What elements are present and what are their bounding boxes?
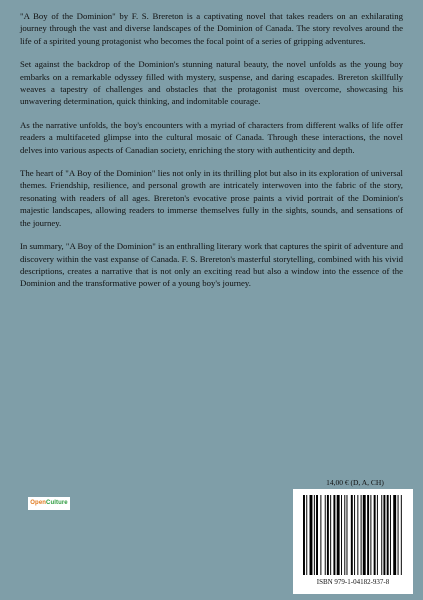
publisher-logo-open: Open [30, 500, 47, 506]
price-label: 14,00 € (D, A, CH) [326, 478, 384, 487]
publisher-logo [28, 497, 70, 510]
description-paragraph-5: In summary, "A Boy of the Dominion" is an enthralling literary work that captures the spirit of adventure and discovery within the vast expanse of Canada. F. S. Brereton's masterful storytelling, combined with his vivid descriptions, creates a narrative that is not only an exciting read but also a window into the essence of the Dominion and the transformative power of a young boy's journey. [20, 241, 403, 289]
barcode-panel [293, 489, 413, 594]
description-paragraph-2: Set against the backdrop of the Dominion's stunning natural beauty, the novel unfolds as the young boy embarks on a remarkable odyssey filled with mystery, suspense, and daring escapades. Brereton skillfully weaves a tapestry of challenges and obstacles that the protagonist must overcome, showcasing his unwavering determination, quick thinking, and indomitable courage. [20, 59, 403, 107]
back-cover-description [20, 10, 403, 301]
description-paragraph-1: "A Boy of the Dominion" by F. S. Brereton is a captivating novel that takes readers on an exhilarating journey through the vast and diverse landscapes of the Dominion of Canada. The story revolves around the life of a spirited young protagonist who becomes the focal point of a series of gripping adventures. [20, 11, 403, 46]
description-paragraph-3: As the narrative unfolds, the boy's encounters with a myriad of characters from different walks of life offer readers a multifaceted glimpse into the cultural mosaic of Canada. Through these interactions, the novel delves into various aspects of Canadian society, enriching the story with authenticity and depth. [20, 119, 403, 155]
isbn-label: ISBN 979-1-04182-937-8 [316, 578, 390, 586]
publisher-logo-culture: Culture [46, 500, 68, 506]
description-paragraph-4: The heart of "A Boy of the Dominion" lies not only in its thrilling plot but also in its exploration of universal themes. Friendship, resilience, and personal growth are intricately interwoven into the fabric of the story, resonating with readers of all ages. Brereton's evocative prose paints a vivid portrait of the Dominion's majestic landscapes, allowing readers to immerse themselves fully in the sights, sounds, and sensations of the journey. [20, 168, 403, 228]
barcode-image [303, 495, 403, 575]
